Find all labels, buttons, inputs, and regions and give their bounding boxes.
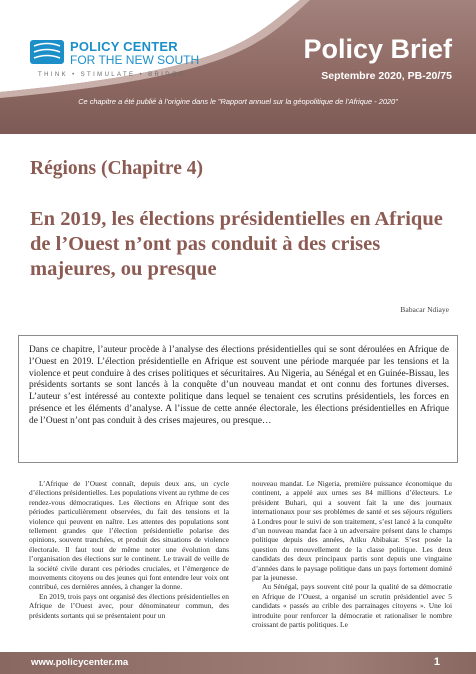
abstract-box: Dans ce chapitre, l’auteur procède à l’analyse des élections présidentielles qui se sont déroulées en Afrique de l’Ouest en 2019. L’élection présidentielle en Afrique est souvent une période marquée par les tensions et la violence et peut conduire à des crises politiques et sécuritaires. Au Nigeria, au Sénégal et en Guinée-Bissau, les présidents sortants se sont lancés à la conquête d’un nouveau mandat et ont connu des fortunes diverses. L’auteur s’est intéressé au contexte politique dans lequel se tenaient ces scrutins présidentiels, les forces en présence et les éléments d’analyse. A l’issue de cette année électorale, les élections présidentielles en Afrique de l’Ouest n’ont pas conduit à des crises majeures, ou presque… (18, 335, 458, 463)
main-title: En 2019, les élections présidentielles en Afrique de l’Ouest n’ont pas conduit à des crises majeures, ou presque (30, 208, 443, 280)
page-number: 1 (433, 656, 440, 668)
logo-text-line1: POLICY CENTER (70, 39, 178, 54)
footer-band (0, 652, 476, 674)
body-paragraph: nouveau mandat. Le Nigeria, première puissance économique du continent, a appelé aux urnes ses 84 millions d’électeurs. Le président Buhari, qui a souvent fait la une des journaux internationaux pour ses problèmes de santé et ses séjours réguliers à Londres pour le suivi de son traitement, s’est lancé à la conquête d’un nouveau mandat face à un adversaire présent dans le champs politique depuis des années, Atiku Abibakar. S’est posée la question du renouvellement de la classe politique. Les deux candidats des deux principaux partis sont depuis une vingtaine d’années dans le paysage politique dans un pays fortement dominé par la jeunesse. (252, 479, 452, 583)
policy-brief-title: Policy Brief (303, 34, 452, 64)
policy-center-logo[interactable] (30, 38, 198, 80)
section-title: Régions (Chapitre 4) (30, 158, 203, 179)
author-name: Babacar Ndiaye (400, 305, 449, 314)
body-paragraph: En 2019, trois pays ont organisé des élections présidentielles en Afrique de l’Ouest avec, pour dénominateur commun, des présidents sortants qui se présentaient pour un (29, 591, 229, 620)
website-link[interactable]: www.policycenter.ma (31, 657, 129, 668)
body-column-left (29, 479, 229, 620)
body-paragraph: L’Afrique de l’Ouest connaît, depuis deux ans, un cycle d’élections présidentielles. Les populations vivent au rythme de ces rendez-vous démocratiques. Les élections en Afrique sont des périodes particulièrement observées, du fait des tensions et la violence qui peuvent en naître. Les attentes des populations sont tellement grandes que l’élection présidentielle polarise des opinions, souvent tranchées, et produit des situations de violence électorale. Il faut tout de même noter une évolution dans l’organisation des élections sur le continent. Le travail de veille de la société civile durant ces périodes cruciales, et l’émergence de mouvements citoyens ou des jeunes qui font entendre leur voix ont contribué, ces dernières années, à changer la donne. (29, 479, 229, 592)
globe-logo-icon (30, 38, 66, 66)
body-column-right (252, 479, 452, 630)
logo-text-line2: FOR THE NEW SOUTH (70, 53, 200, 67)
header-band (0, 0, 476, 134)
body-paragraph: Au Sénégal, pays souvent cité pour la qualité de sa démocratie en Afrique de l’Ouest, a organisé un scrutin présidentiel avec 5 candidats « passés au crible des parrainages citoyens ». Une loi introduite pour renforcer la démocratie et rationaliser le nombre croissant de partis politiques. Le (252, 582, 452, 630)
logo-tagline: THINK • STIMULATE • BRIDGE (38, 72, 186, 78)
publication-date-reference: Septembre 2020, PB-20/75 (321, 70, 452, 82)
publication-note: Ce chapitre a été publié à l’origine dans le "Rapport annuel sur la géopolitique de l’Afrique - 2020" (78, 97, 398, 106)
